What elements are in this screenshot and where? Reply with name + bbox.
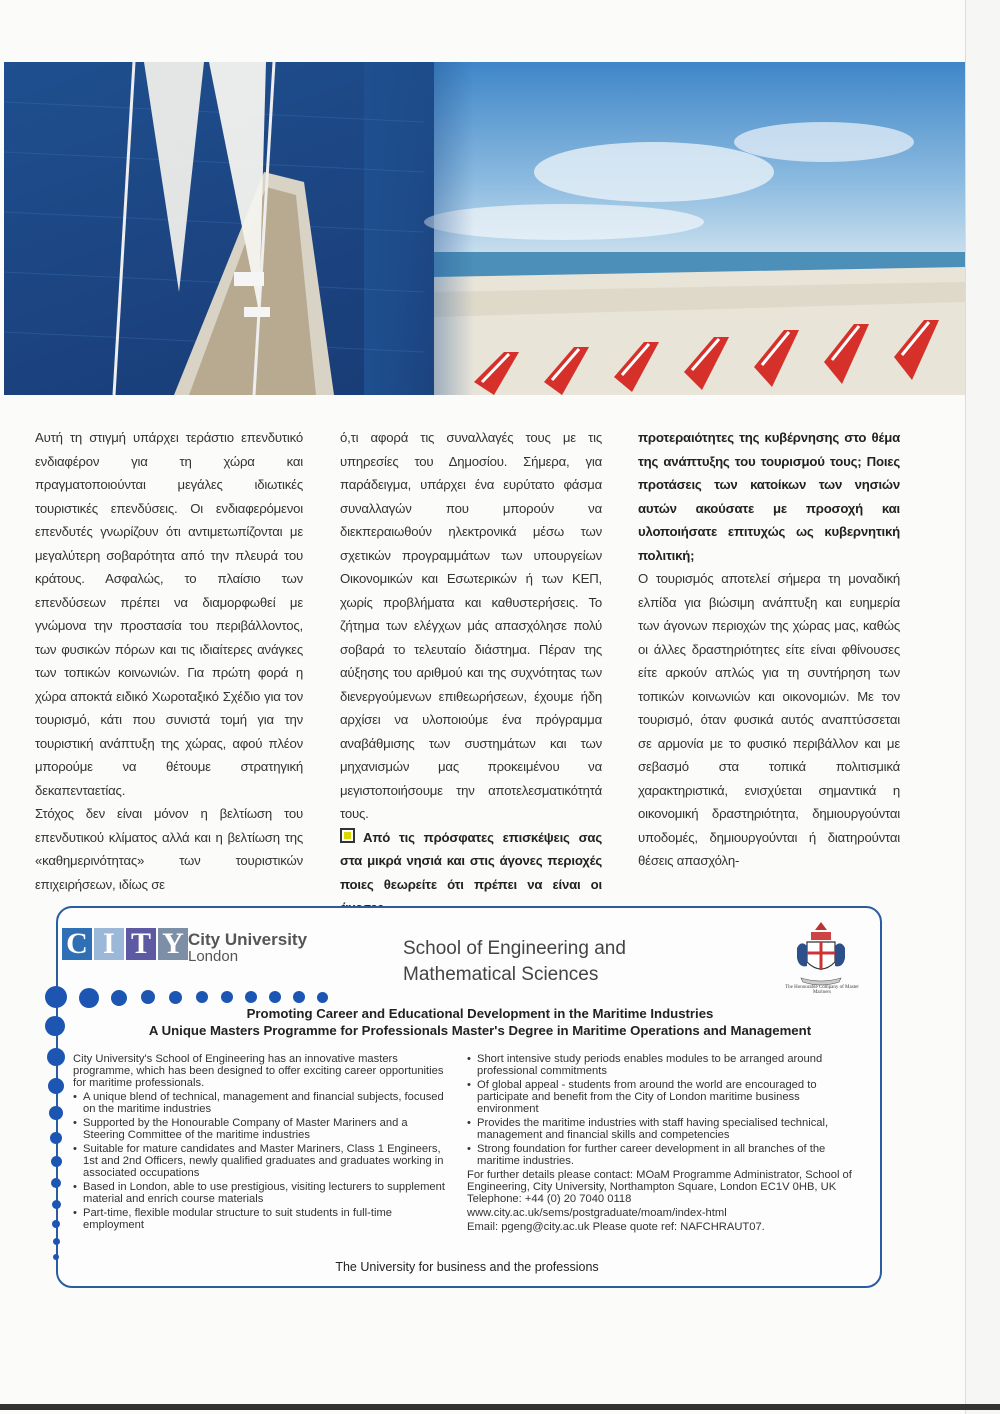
list-item: • Short intensive study periods enables modules to be arranged around professional commitments: [467, 1053, 862, 1077]
ad-left-column: [73, 1053, 448, 1233]
contact-email[interactable]: Email: pgeng@city.ac.uk Please quote ref: NAFCHRAUT07.: [467, 1221, 765, 1233]
school-title-line: School of Engineering and: [403, 938, 626, 959]
master-mariners-crest-icon: [793, 918, 849, 990]
ad-tagline: The University for business and the professions: [335, 1260, 599, 1274]
logo-letter: C: [62, 928, 92, 960]
article-paragraph: Στόχος δεν είναι μόνον η βελτίωση του επενδυτικού κλίματος αλλά και η βελτίωση της «καθημερινότητας» των τουριστικών επιχειρήσεων, ιδίως σε: [35, 806, 303, 892]
university-name: City University: [188, 930, 308, 949]
list-item: • Strong foundation for further career development in all branches of the maritime industries.: [467, 1143, 862, 1167]
logo-letter: I: [94, 928, 124, 960]
contact-url[interactable]: www.city.ac.uk/sems/postgraduate/moam/index-html: [467, 1207, 727, 1219]
school-title-line: Mathematical Sciences: [403, 964, 599, 985]
ad-headline-line: Promoting Career and Educational Development in the Maritime Industries: [246, 1006, 714, 1021]
article-column-3: [638, 426, 900, 873]
article-paragraph: ό,τι αφορά τις συναλλαγές τους με τις υπηρεσίες του Δημοσίου. Σήμερα, για παράδειγμα, υπάρχει ένα ευρύτατο φάσμα συναλλαγών που μπορούν να διεκπεραιωθούν ηλεκτρονικά μέσω των σχετικών προγραμμάτων των υπουργείων Οικονομικών και Εσωτερικών ή των ΚΕΠ, χωρίς προβλήματα και καθυστερήσεις. Το ζήτημα των ελέγχων μάς απασχόλησε πολύ σοβαρά το τελευταίο διάστημα. Πέραν της αύξησης του αριθμού και της συχνότητας των διενεργούμενων επιθεωρήσεων, έχουμε ήδη αρχίσει να υλοποιούμε ένα πρόγραμμα αναβάθμισης των συστημάτων και των μηχανισμών μας προκειμένου να μεγιστοποιήσουμε την αποτελεσματικότητά τους.: [340, 430, 602, 821]
ad-headline: [100, 1005, 860, 1039]
university-city: London: [188, 948, 239, 965]
list-item: • Of global appeal - students from around the world are encouraged to participate and benefit from the City of London maritime business environment: [467, 1079, 862, 1115]
list-item: • Provides the maritime industries with staff having specialised technical, management and financial skills and competencies: [467, 1117, 862, 1141]
logo-letter: Y: [158, 928, 188, 960]
article-paragraph: Ο τουρισμός αποτελεί σήμερα τη μοναδική ελπίδα για βιώσιμη ανάπτυξη και ευημερία των άγονων περιοχών της χώρας μας, καθώς οι άλλες δραστηριότητες είτε είναι φθίνουσες είτε αρκούν απλώς για τη συντήρηση των τοπικών κοινωνιών και οικονομιών. Με τον τουρισμό, όταν φυσικά αυτός αναπτύσσεται σε αρμονία με το φυσικό περιβάλλον και με σεβασμό στα τοπικά πολιτισμικά χαρακτηριστικά, ενισχύεται σημαντικά η οικονομική δραστηριότητα, δημιουργούνται υποδομές, δημιουργούνται ή διατηρούνται θέσεις απασχόλη-: [638, 571, 900, 868]
ad-intro: City University's School of Engineering has an innovative masters programme, which has been designed to offer exciting career opportunities for maritime professionals.: [73, 1053, 444, 1089]
hero-image: [4, 62, 965, 395]
list-item: • A unique blend of technical, management and financial subjects, focused on the maritime industries: [73, 1091, 448, 1115]
article-column-2: [340, 426, 602, 920]
list-item: • Part-time, flexible modular structure to suit students in full-time employment: [73, 1207, 448, 1231]
interview-question: Από τις πρόσφατες επισκέψεις σας στα μικρά νησιά και στις άγονες περιοχές ποιες θεωρείτε ότι πρέπει να είναι οι: [340, 826, 602, 920]
list-item: • Based in London, able to use prestigious, visiting lecturers to supplement material and enrich course materials: [73, 1181, 448, 1205]
interview-question-continued: προτεραιότητες της κυβέρνησης στο θέμα της ανάπτυξης του τουρισμού τους; Ποιες προτάσεις των κατοίκων των νησιών αυτών ακούσατε με προσοχή και υλοποιήσατε επιτυχώς ως κυβερνητική πολιτική;: [638, 430, 900, 563]
city-logo: [62, 928, 188, 960]
school-title: [403, 936, 703, 988]
ad-right-column: [467, 1053, 862, 1235]
logo-letter: T: [126, 928, 156, 960]
ad-headline-line: A Unique Masters Programme for Professionals Master's Degree in Maritime Operations and Management: [148, 1023, 812, 1038]
article-column-1: [35, 426, 303, 896]
contact-details: For further details please contact: MOaM Programme Administrator, School of Engineering, City University, Northampton Square, London EC1V 0HB, UK Telephone: +44 (0) 20 7040 0118: [467, 1169, 852, 1205]
article-paragraph: Αυτή τη στιγμή υπάρχει τεράστιο επενδυτικό ενδιαφέρον για τη χώρα και πραγματοποιούνται μεγάλες ιδιωτικές τουριστικές επενδύσεις. Οι ενδιαφερόμενοι επενδυτές γνωρίζουν ότι αντιμετωπίζονται με μεγαλύτερη σοβαρότητα από την πλευρά του κράτους. Ασφαλώς, το πλαίσιο των επενδύσεων πρέπει να διαμορφωθεί με γνώμονα την προστασία του περιβάλλοντος, των φυσικών πόρων και τις ιδιαίτερες ανάγκες των τοπικών κοινωνιών. Για πρώτη φορά η χώρα αποκτά ειδικό Χωροταξικό Σχέδιο για τον τουρισμό, κάτι που συνιστά τομή για την τουριστική ανάπτυξη της χώρας, αφού πλέον μπορούμε να θέτουμε στρατηγική δεκαπενταετίας.: [35, 430, 303, 798]
crest-caption: The Honourable Company of Master Mariners: [785, 985, 859, 995]
list-item: • Supported by the Honourable Company of Master Mariners and a Steering Committee of the maritime industries: [73, 1117, 448, 1141]
list-item: • Suitable for mature candidates and Master Mariners, Class 1 Engineers, 1st and 2nd Officers, newly qualified graduates and graduates working in associated occupations: [73, 1143, 448, 1179]
page-bottom-rule: [0, 1404, 1000, 1410]
